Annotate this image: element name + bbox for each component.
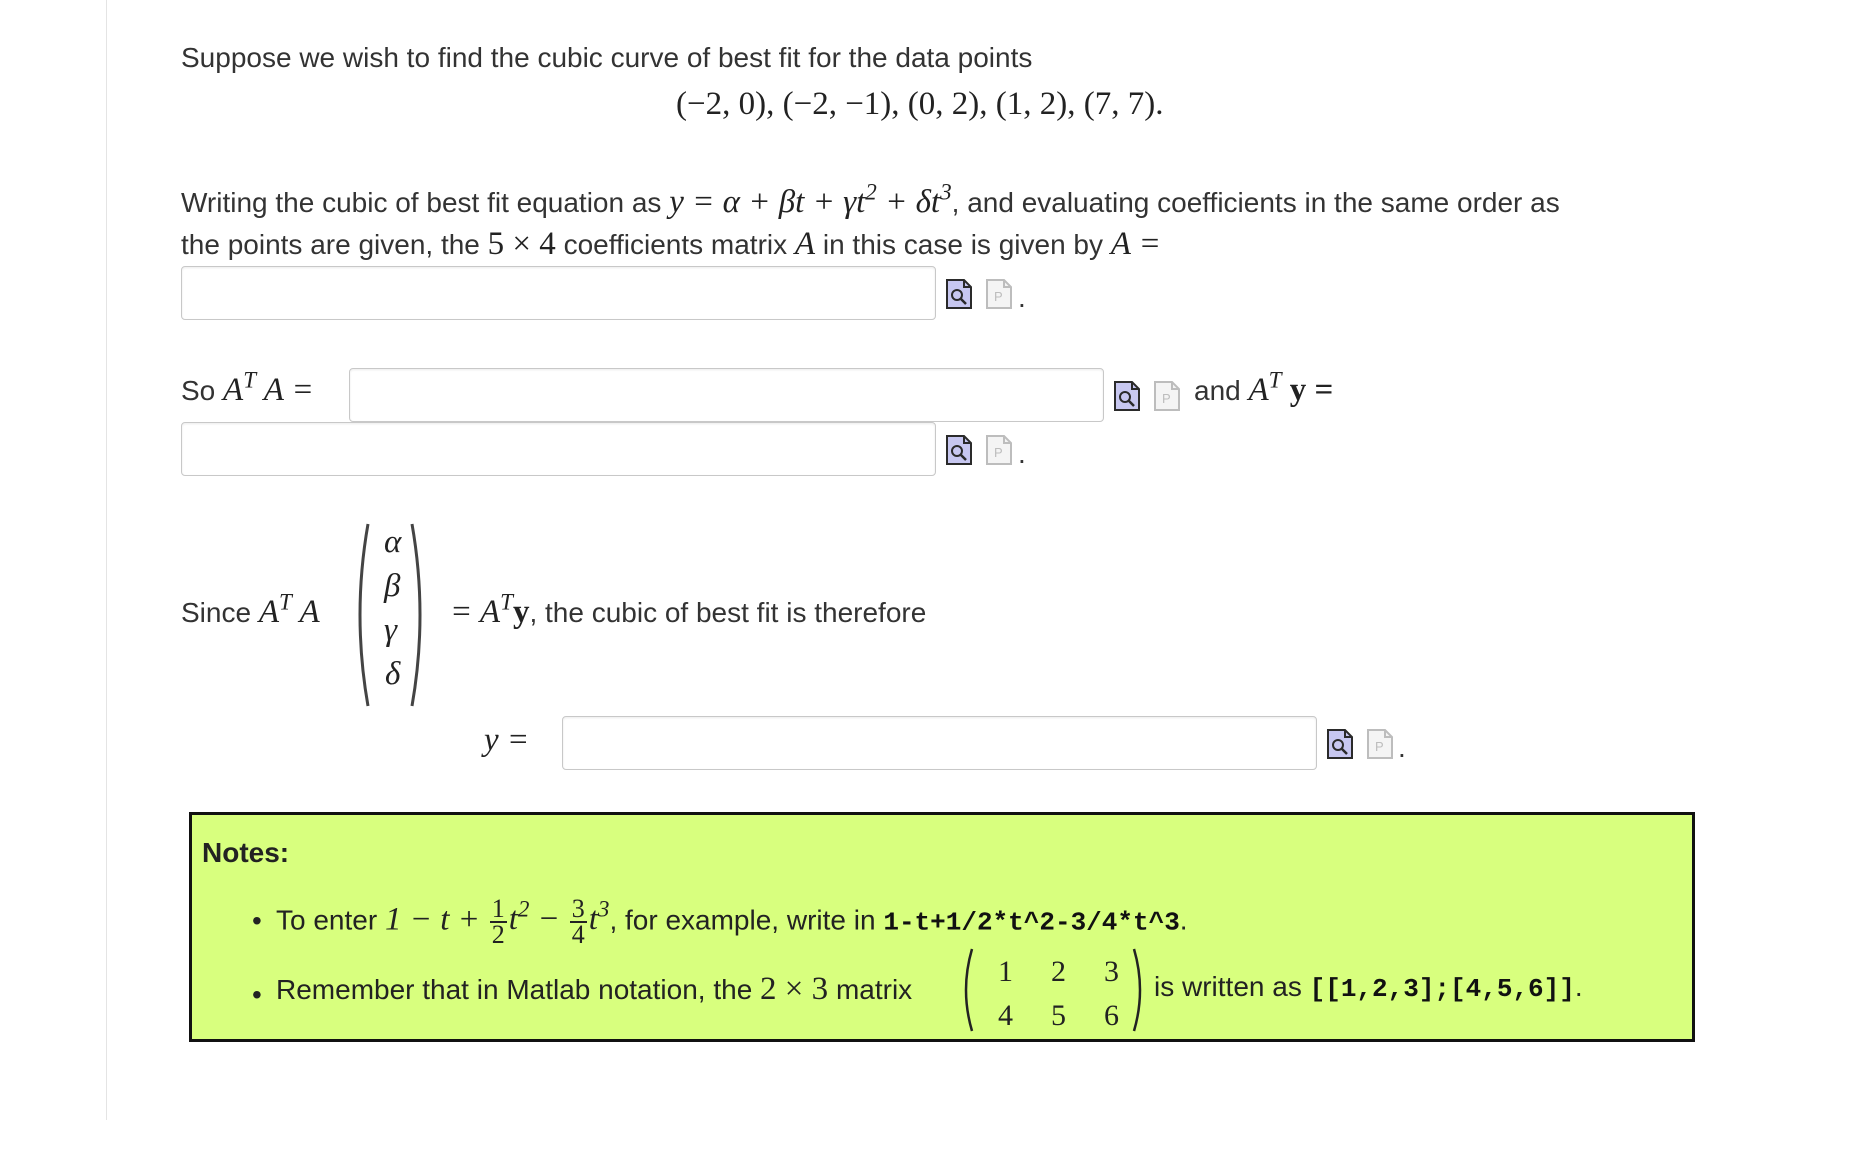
left-divider xyxy=(106,0,107,1120)
example-code: 1-t+1/2*t^2-3/4*t^3 xyxy=(883,907,1180,938)
notes-box xyxy=(189,812,1695,1042)
ATA-label: So $A^T$ A = xyxy=(181,366,314,408)
note-item-matlab: Remember that in Matlab notation, the 2 × 3 matrix xyxy=(276,971,913,1007)
preview-icon[interactable] xyxy=(945,434,973,466)
note-item-matlab-post: is written as [[1,2,3];[4,5,6]]. xyxy=(1154,971,1583,1004)
writing-pre: Writing the cubic of best fit equation as xyxy=(181,187,662,218)
svg-text:P: P xyxy=(994,289,1003,304)
note-bullet-dot: • xyxy=(252,979,262,1010)
vec-delta: δ xyxy=(385,656,401,692)
preview-icon[interactable] xyxy=(1326,728,1354,760)
format-help-icon[interactable] xyxy=(985,434,1013,466)
writing-line-2: the points are given, the 5 × 4 coefficients matrix A in this case is given by A = xyxy=(181,226,1161,262)
note-bullet-dot: • xyxy=(252,905,262,936)
svg-text:P: P xyxy=(1162,391,1171,406)
svg-text:P: P xyxy=(1375,739,1384,754)
matlab-code: [[1,2,3];[4,5,6]] xyxy=(1309,974,1575,1004)
matrix-entry: 3 xyxy=(1104,955,1119,988)
y-equals-label: y = xyxy=(484,722,530,758)
preview-icon[interactable] xyxy=(1113,380,1141,412)
vec-gamma: γ xyxy=(384,612,398,648)
normal-equation-text: = $A^Ty$, the cubic of best fit is therefore xyxy=(450,588,927,630)
example-matrix xyxy=(958,945,1148,1035)
note-item-entry: To enter 1 − t + $\frac{1}{2}$ $t^2$ − $\frac{3}{4}$ $t^3$, for example, write in 1-t+1/2*t^2-3/4*t^3. xyxy=(276,894,1188,949)
data-points: (−2, 0), (−2, −1), (0, 2), (1, 2), (7, 7). xyxy=(676,86,1164,122)
intro-text: Suppose we wish to find the cubic curve of best fit for the data points xyxy=(181,42,1033,73)
matrix-entry: 1 xyxy=(998,955,1013,988)
matrix-A-input[interactable] xyxy=(181,266,936,320)
ATy-label: and $A^T$ y = xyxy=(1194,366,1334,408)
cubic-input[interactable] xyxy=(562,716,1317,770)
format-help-icon[interactable] xyxy=(1153,380,1181,412)
matrix-entry: 4 xyxy=(998,999,1013,1032)
writing-post: , and evaluating coefficients in the same order as xyxy=(951,187,1560,218)
matrix-dims: 5 × 4 xyxy=(487,226,556,262)
notes-title: Notes: xyxy=(202,837,290,868)
matrix-entry: 6 xyxy=(1104,999,1119,1032)
ATy-input[interactable] xyxy=(181,422,936,476)
ATA-input[interactable] xyxy=(349,368,1104,422)
format-help-icon[interactable] xyxy=(1366,728,1394,760)
matrix-entry: 2 xyxy=(1051,955,1066,988)
fit-equation: $y = \alpha + \beta t + \gamma t^2 + \delta t^3$ xyxy=(669,178,952,220)
svg-text:P: P xyxy=(994,445,1003,460)
vec-beta: β xyxy=(384,568,401,604)
format-help-icon[interactable] xyxy=(985,278,1013,310)
preview-icon[interactable] xyxy=(945,278,973,310)
vec-alpha: α xyxy=(384,524,402,560)
since-label: Since $A^T$ A xyxy=(181,588,320,630)
writing-line-1 xyxy=(181,178,1560,221)
matrix-entry: 5 xyxy=(1051,999,1066,1032)
